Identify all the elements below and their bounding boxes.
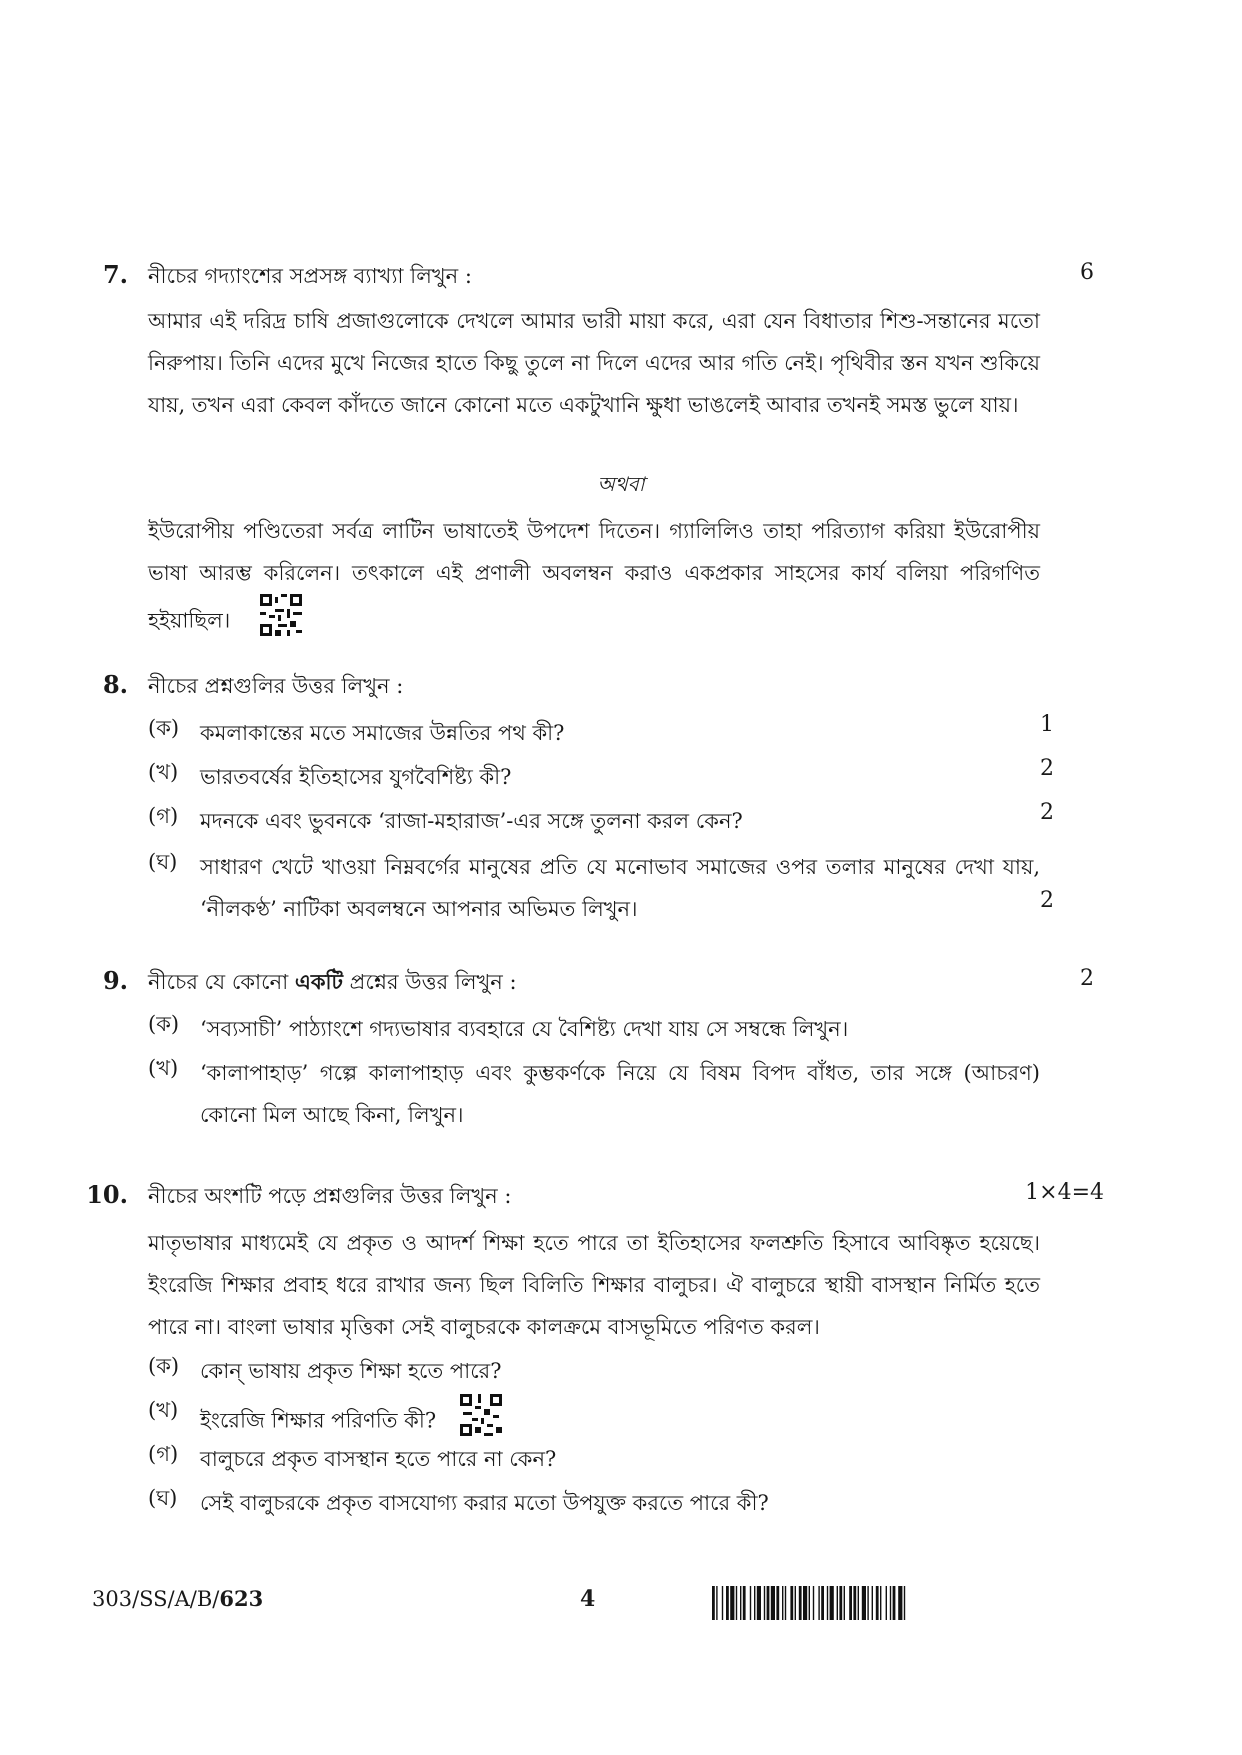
barcode-icon [712,1586,1002,1624]
item-text: কমলাকান্তের মতে সমাজের উন্নতির পথ কী? [200,721,565,745]
question-9 [0,962,1242,1002]
page-number: 4 [580,1586,596,1612]
item-text: ‘কালাপাহাড়’ গল্পে কালাপাহাড় এবং কুম্ভকর্ণকে নিয়ে যে বিষম বিপদ বাঁধত, তার সঙ্গে (আচরণ) কোনো মিল আছে কিনা, লিখুন। [200,1061,1040,1127]
question-prompt: নীচের প্রশ্নগুলির উত্তর লিখুন : [148,674,404,698]
passage-q10: মাতৃভাষার মাধ্যমেই যে প্রকৃত ও আদর্শ শিক্ষা হতে পারে তা ইতিহাসের ফলশ্রুতি হিসাবে আবিষ্কৃত হয়েছে। ইংরেজি শিক্ষার প্রবাহ ধরে রাখার জন্য ছিল বিলিতি শিক্ষার বালুচর। ঐ বালুচরে স্থায়ী বাসস্থান নির্মিত হতে পারে না। বাংলা ভাষার মৃত্তিকা সেই বালুচরকে কালক্রমে বাসভূমিতে পরিণত করল। [148,1231,1040,1339]
item-label: (ক) [148,1012,180,1036]
item-label: (খ) [148,1398,179,1422]
page-footer [0,1586,1242,1626]
item-text: কোন্ ভাষায় প্রকৃত শিক্ষা হতে পারে? [200,1359,502,1383]
prompt-part: প্রশ্নের উত্তর লিখুন : [343,970,517,994]
item-text: মদনকে এবং ভুবনকে ‘রাজা-মহারাজ’-এর সঙ্গে তুলনা করল কেন? [200,809,743,833]
item-label: (ঘ) [148,850,178,874]
item-text-content: ইংরেজি শিক্ষার পরিণতি কী? [200,1408,437,1433]
question-marks: 6 [1080,260,1094,285]
paper-code-prefix: 303/SS/A/B/ [92,1587,220,1611]
item-marks: 2 [1040,800,1054,825]
question-number: 7. [102,260,128,289]
question-prompt: নীচের অংশটি পড়ে প্রশ্নগুলির উত্তর লিখুন : [148,1184,512,1208]
item-marks: 1 [1040,712,1054,737]
question-prompt: নীচের গদ্যাংশের সপ্রসঙ্গ ব্যাখ্যা লিখুন : [148,264,472,288]
paper-code [92,1586,263,1611]
question-number: 10. [86,1180,128,1209]
item-label: (খ) [148,1056,179,1080]
item-text: সাধারণ খেটে খাওয়া নিম্নবর্গের মানুষের প্রতি যে মনোভাব সমাজের ওপর তলার মানুষের দেখা যায়, ‘নীলকণ্ঠ’ নাটিকা অবলম্বনে আপনার অভিমত লিখুন। [200,855,1040,921]
item-text: ভারতবর্ষের ইতিহাসের যুগবৈশিষ্ট্য কী? [200,765,512,789]
item-label: (গ) [148,804,179,828]
question-number: 9. [102,966,128,995]
item-label: (ক) [148,716,180,740]
or-separator: অথবা [597,472,645,496]
passage-2-text: ইউরোপীয় পণ্ডিতেরা সর্বত্র লাটিন ভাষাতেই উপদেশ দিতেন। গ্যালিলিও তাহা পরিত্যাগ করিয়া ইউরোপীয় ভাষা আরম্ভ করিলেন। তৎকালে এই প্রণালী অবলম্বন করাও একপ্রকার সাহসের কার্য বলিয়া পরিগণিত হইয়াছিল। [148,519,1040,633]
passage-1: আমার এই দরিদ্র চাষি প্রজাগুলোকে দেখলে আমার ভারী মায়া করে, এরা যেন বিধাতার শিশু-সন্তানের মতো নিরুপায়। তিনি এদের মুখে নিজের হাতে কিছু তুলে না দিলে এদের আর গতি নেই। পৃথিবীর স্তন যখন শুকিয়ে যায়, তখন এরা কেবল কাঁদতে জানে কোনো মতে একটুখানি ক্ষুধা ভাঙলেই আবার তখনই সমস্ত ভুলে যায়। [148,309,1040,417]
question-7 [0,256,1242,296]
item-marks: 2 [1040,888,1054,913]
question-prompt [148,966,1028,1001]
item-text: সেই বালুচরকে প্রকৃত বাসযোগ্য করার মতো উপযুক্ত করতে পারে কী? [200,1491,769,1515]
item-text: ‘সব্যসাচী’ পাঠ্যাংশে গদ্যভাষার ব্যবহারে যে বৈশিষ্ট্য দেখা যায় সে সম্বন্ধে লিখুন। [200,1017,849,1041]
qr-code-icon [260,594,302,650]
question-number: 8. [102,670,128,699]
prompt-emphasis: একটি [294,969,343,994]
item-label: (খ) [148,760,179,784]
item-marks: 2 [1040,756,1054,781]
item-label: (ঘ) [148,1486,178,1510]
passage-2 [148,510,1040,650]
item-label: (গ) [148,1442,179,1466]
question-8 [0,666,1242,706]
item-text: বালুচরে প্রকৃত বাসস্থান হতে পারে না কেন? [200,1447,557,1471]
question-10 [0,1176,1242,1216]
item-label: (ক) [148,1354,180,1378]
question-marks: 2 [1080,966,1094,991]
prompt-part: নীচের যে কোনো [148,970,295,994]
paper-code-number: 623 [219,1586,264,1611]
question-marks: 1×4=4 [1025,1180,1104,1205]
